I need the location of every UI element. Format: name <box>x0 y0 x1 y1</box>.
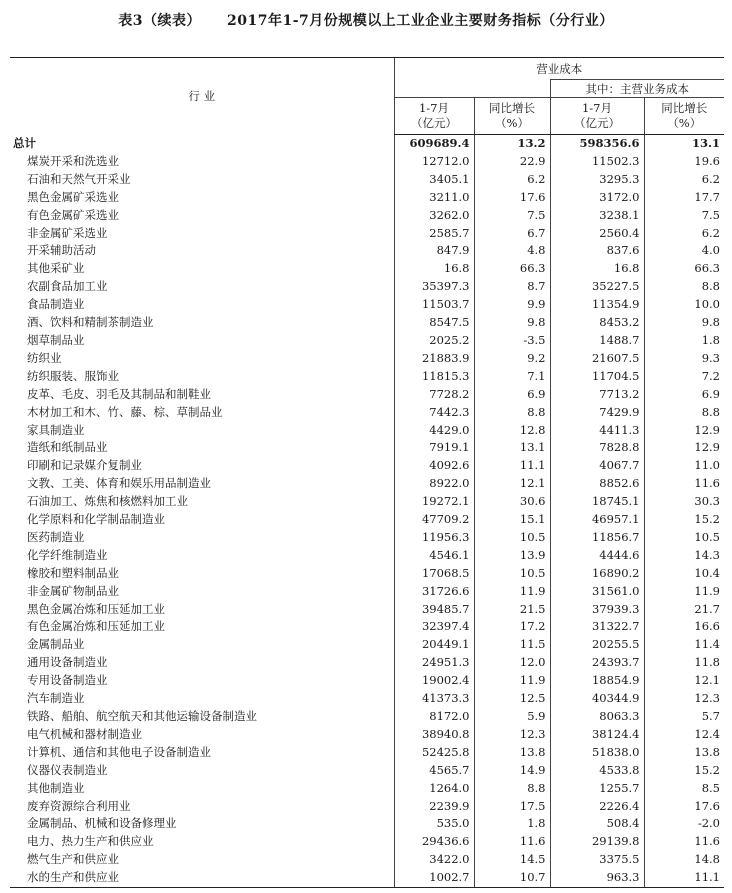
main-cost-growth: 11.6 <box>644 475 724 493</box>
main-cost-value: 16.8 <box>550 260 644 278</box>
industry-name: 石油加工、炼焦和核燃料加工业 <box>27 494 188 509</box>
operating-cost-growth: 15.1 <box>474 511 550 529</box>
operating-cost-value: 29436.6 <box>394 833 474 851</box>
table-row <box>10 171 724 189</box>
operating-cost-value: 32397.4 <box>394 618 474 636</box>
header-main-yoy <box>644 98 724 135</box>
main-cost-growth: 8.5 <box>644 780 724 798</box>
operating-cost-growth: 66.3 <box>474 260 550 278</box>
operating-cost-growth: 13.1 <box>474 439 550 457</box>
header-spacer <box>394 80 550 98</box>
header-operating-cost: 营业成本 <box>394 58 724 80</box>
main-cost-growth: 30.3 <box>644 493 724 511</box>
operating-cost-value: 16.8 <box>394 260 474 278</box>
operating-cost-value: 52425.8 <box>394 744 474 762</box>
industry-name: 专用设备制造业 <box>27 673 108 688</box>
table-row <box>10 475 724 493</box>
main-cost-growth: 13.8 <box>644 744 724 762</box>
table-row <box>10 422 724 440</box>
industry-name: 家具制造业 <box>27 422 85 437</box>
industry-name: 印刷和记录媒介复制业 <box>27 458 142 473</box>
main-cost-growth: 14.8 <box>644 851 724 869</box>
main-cost-growth: 6.2 <box>644 225 724 243</box>
main-cost-value: 21607.5 <box>550 350 644 368</box>
main-cost-growth: 11.0 <box>644 457 724 475</box>
table-row <box>10 708 724 726</box>
industry-name: 燃气生产和供应业 <box>27 852 119 867</box>
operating-cost-value: 3405.1 <box>394 171 474 189</box>
main-cost-growth: 66.3 <box>644 260 724 278</box>
main-cost-growth: 6.9 <box>644 386 724 404</box>
industry-name: 酒、饮料和精制茶制造业 <box>27 315 154 330</box>
main-cost-value: 11502.3 <box>550 153 644 171</box>
industry-name: 煤炭开采和洗选业 <box>27 153 119 168</box>
main-cost-growth: 12.4 <box>644 726 724 744</box>
industry-name: 橡胶和塑料制品业 <box>27 565 119 580</box>
main-cost-growth: 9.3 <box>644 350 724 368</box>
operating-cost-value: 4546.1 <box>394 547 474 565</box>
main-cost-value: 4533.8 <box>550 762 644 780</box>
table-row <box>10 386 724 404</box>
operating-cost-growth: 13.8 <box>474 744 550 762</box>
main-cost-value: 20255.5 <box>550 636 644 654</box>
operating-cost-value: 2025.2 <box>394 332 474 350</box>
main-cost-value: 837.6 <box>550 242 644 260</box>
operating-cost-value: 39485.7 <box>394 601 474 619</box>
operating-cost-value: 535.0 <box>394 815 474 833</box>
main-cost-growth: 8.8 <box>644 278 724 296</box>
table-row <box>10 618 724 636</box>
industry-name: 废弃资源综合利用业 <box>27 798 131 813</box>
main-cost-value: 598356.6 <box>550 135 644 153</box>
operating-cost-growth: 9.8 <box>474 314 550 332</box>
operating-cost-growth: 17.5 <box>474 798 550 816</box>
operating-cost-growth: 21.5 <box>474 601 550 619</box>
main-cost-value: 16890.2 <box>550 565 644 583</box>
industry-name: 木材加工和木、竹、藤、棕、草制品业 <box>27 404 223 419</box>
table-row <box>10 869 724 887</box>
main-cost-value: 8852.6 <box>550 475 644 493</box>
table-row <box>10 189 724 207</box>
main-cost-growth: 5.7 <box>644 708 724 726</box>
operating-cost-growth: 14.5 <box>474 851 550 869</box>
main-cost-growth: 17.6 <box>644 798 724 816</box>
operating-cost-value: 2239.9 <box>394 798 474 816</box>
header-cost-yoy <box>474 98 550 135</box>
table-row <box>10 278 724 296</box>
operating-cost-growth: 22.9 <box>474 153 550 171</box>
table-row <box>10 153 724 171</box>
operating-cost-value: 11503.7 <box>394 296 474 314</box>
industry-name: 电气机械和器材制造业 <box>27 726 142 741</box>
operating-cost-value: 4565.7 <box>394 762 474 780</box>
table-row <box>10 493 724 511</box>
industry-name: 化学原料和化学制品制造业 <box>27 512 165 527</box>
table-row <box>10 780 724 798</box>
main-cost-value: 31561.0 <box>550 583 644 601</box>
operating-cost-growth: 6.7 <box>474 225 550 243</box>
financial-indicators-table <box>10 57 724 888</box>
main-cost-value: 24393.7 <box>550 654 644 672</box>
main-cost-value: 11856.7 <box>550 529 644 547</box>
industry-name: 皮革、毛皮、羽毛及其制品和制鞋业 <box>27 386 211 401</box>
operating-cost-value: 11956.3 <box>394 529 474 547</box>
operating-cost-value: 24951.3 <box>394 654 474 672</box>
header-cost-period <box>394 98 474 135</box>
operating-cost-growth: -3.5 <box>474 332 550 350</box>
operating-cost-value: 11815.3 <box>394 368 474 386</box>
main-cost-growth: 16.6 <box>644 618 724 636</box>
main-cost-growth: 15.2 <box>644 511 724 529</box>
total-row <box>10 135 724 153</box>
industry-name: 总计 <box>13 135 36 150</box>
header-cost-yoy-unit: （%） <box>495 116 529 130</box>
main-cost-growth: 4.0 <box>644 242 724 260</box>
operating-cost-value: 609689.4 <box>394 135 474 153</box>
main-cost-value: 3172.0 <box>550 189 644 207</box>
main-cost-value: 38124.4 <box>550 726 644 744</box>
operating-cost-growth: 7.5 <box>474 207 550 225</box>
main-cost-growth: 9.8 <box>644 314 724 332</box>
table-row <box>10 833 724 851</box>
industry-name: 金属制品、机械和设备修理业 <box>27 816 177 831</box>
main-cost-growth: 11.4 <box>644 636 724 654</box>
table-row <box>10 798 724 816</box>
main-cost-value: 963.3 <box>550 869 644 887</box>
operating-cost-growth: 12.1 <box>474 475 550 493</box>
industry-name: 医药制造业 <box>27 529 85 544</box>
industry-name: 烟草制品业 <box>27 332 85 347</box>
main-cost-growth: 11.1 <box>644 869 724 887</box>
operating-cost-growth: 17.2 <box>474 618 550 636</box>
industry-name: 通用设备制造业 <box>27 655 108 670</box>
operating-cost-value: 1264.0 <box>394 780 474 798</box>
industry-name: 有色金属冶炼和压延加工业 <box>27 619 165 634</box>
main-cost-growth: 12.9 <box>644 422 724 440</box>
operating-cost-value: 7442.3 <box>394 404 474 422</box>
operating-cost-growth: 11.9 <box>474 583 550 601</box>
industry-name: 黑色金属冶炼和压延加工业 <box>27 601 165 616</box>
operating-cost-growth: 11.6 <box>474 833 550 851</box>
main-cost-value: 4411.3 <box>550 422 644 440</box>
main-cost-value: 11354.9 <box>550 296 644 314</box>
operating-cost-value: 35397.3 <box>394 278 474 296</box>
industry-name: 电力、热力生产和供应业 <box>27 834 154 849</box>
operating-cost-growth: 8.7 <box>474 278 550 296</box>
table-row <box>10 296 724 314</box>
operating-cost-growth: 17.6 <box>474 189 550 207</box>
industry-name: 化学纤维制造业 <box>27 547 108 562</box>
operating-cost-growth: 12.3 <box>474 726 550 744</box>
header-main-unit: （亿元） <box>574 116 620 130</box>
operating-cost-growth: 9.2 <box>474 350 550 368</box>
operating-cost-growth: 13.2 <box>474 135 550 153</box>
main-cost-growth: 17.7 <box>644 189 724 207</box>
header-cost-period-label: 1-7月 <box>418 101 450 115</box>
main-cost-value: 51838.0 <box>550 744 644 762</box>
header-cost-yoy-label: 同比增长 <box>489 101 535 115</box>
main-cost-value: 508.4 <box>550 815 644 833</box>
main-cost-value: 31322.7 <box>550 618 644 636</box>
industry-name: 水的生产和供应业 <box>10 869 394 887</box>
table-row <box>10 332 724 350</box>
industry-name: 其他采矿业 <box>27 261 85 276</box>
main-cost-value: 11704.5 <box>550 368 644 386</box>
industry-name: 文教、工美、体育和娱乐用品制造业 <box>27 476 211 491</box>
operating-cost-value: 8922.0 <box>394 475 474 493</box>
industry-name: 农副食品加工业 <box>27 279 108 294</box>
table-row <box>10 314 724 332</box>
main-cost-value: 8453.2 <box>550 314 644 332</box>
industry-name: 其他制造业 <box>27 780 85 795</box>
operating-cost-value: 19272.1 <box>394 493 474 511</box>
table-row <box>10 815 724 833</box>
table-row <box>10 565 724 583</box>
operating-cost-value: 17068.5 <box>394 565 474 583</box>
header-main-business-cost: 其中：主营业务成本 <box>550 80 724 98</box>
main-cost-growth: 11.8 <box>644 654 724 672</box>
main-cost-growth: 14.3 <box>644 547 724 565</box>
table-row <box>10 547 724 565</box>
operating-cost-value: 8172.0 <box>394 708 474 726</box>
operating-cost-growth: 6.9 <box>474 386 550 404</box>
operating-cost-growth: 10.5 <box>474 565 550 583</box>
table-title-part1: 表3（续表） <box>118 13 201 29</box>
operating-cost-value: 19002.4 <box>394 672 474 690</box>
table-row <box>10 242 724 260</box>
main-cost-value: 40344.9 <box>550 690 644 708</box>
operating-cost-growth: 8.8 <box>474 404 550 422</box>
operating-cost-growth: 10.7 <box>474 869 550 887</box>
header-main-yoy-unit: （%） <box>667 116 702 130</box>
operating-cost-growth: 12.5 <box>474 690 550 708</box>
industry-name: 非金属矿采选业 <box>27 225 108 240</box>
main-cost-value: 3238.1 <box>550 207 644 225</box>
main-cost-value: 29139.8 <box>550 833 644 851</box>
main-cost-value: 46957.1 <box>550 511 644 529</box>
main-cost-value: 35227.5 <box>550 278 644 296</box>
main-cost-value: 3375.5 <box>550 851 644 869</box>
table-row <box>10 762 724 780</box>
main-cost-growth: 1.8 <box>644 332 724 350</box>
main-cost-growth: 12.9 <box>644 439 724 457</box>
operating-cost-value: 1002.7 <box>394 869 474 887</box>
main-cost-growth: 8.8 <box>644 404 724 422</box>
main-cost-growth: 12.3 <box>644 690 724 708</box>
industry-name: 金属制品业 <box>27 637 85 652</box>
main-cost-value: 1488.7 <box>550 332 644 350</box>
operating-cost-value: 38940.8 <box>394 726 474 744</box>
table-row <box>10 726 724 744</box>
main-cost-value: 18745.1 <box>550 493 644 511</box>
industry-name: 食品制造业 <box>27 297 85 312</box>
main-cost-value: 37939.3 <box>550 601 644 619</box>
operating-cost-growth: 12.0 <box>474 654 550 672</box>
header-industry: 行 业 <box>10 58 394 135</box>
operating-cost-growth: 11.9 <box>474 672 550 690</box>
operating-cost-growth: 8.8 <box>474 780 550 798</box>
operating-cost-growth: 7.1 <box>474 368 550 386</box>
table-row <box>10 601 724 619</box>
operating-cost-value: 31726.6 <box>394 583 474 601</box>
table-row <box>10 654 724 672</box>
main-cost-growth: -2.0 <box>644 815 724 833</box>
table-row <box>10 744 724 762</box>
operating-cost-growth: 11.1 <box>474 457 550 475</box>
header-cost-unit: （亿元） <box>411 116 457 130</box>
operating-cost-growth: 14.9 <box>474 762 550 780</box>
table-row <box>10 457 724 475</box>
main-cost-value: 4444.6 <box>550 547 644 565</box>
industry-name: 开采辅助活动 <box>27 243 96 258</box>
industry-name: 汽车制造业 <box>27 691 85 706</box>
table-row <box>10 851 724 869</box>
operating-cost-growth: 13.9 <box>474 547 550 565</box>
table-row <box>10 583 724 601</box>
table-row <box>10 207 724 225</box>
main-cost-growth: 11.9 <box>644 583 724 601</box>
operating-cost-growth: 1.8 <box>474 815 550 833</box>
main-cost-value: 7713.2 <box>550 386 644 404</box>
operating-cost-value: 20449.1 <box>394 636 474 654</box>
industry-name: 造纸和纸制品业 <box>27 440 108 455</box>
main-cost-value: 2560.4 <box>550 225 644 243</box>
table-row <box>10 404 724 422</box>
main-cost-value: 18854.9 <box>550 672 644 690</box>
main-cost-growth: 7.2 <box>644 368 724 386</box>
table-row <box>10 350 724 368</box>
operating-cost-growth: 9.9 <box>474 296 550 314</box>
operating-cost-value: 3262.0 <box>394 207 474 225</box>
main-cost-growth: 13.1 <box>644 135 724 153</box>
table-row <box>10 368 724 386</box>
main-cost-growth: 10.5 <box>644 529 724 547</box>
table-row <box>10 439 724 457</box>
industry-name: 纺织服装、服饰业 <box>27 368 119 383</box>
main-cost-value: 8063.3 <box>550 708 644 726</box>
main-cost-value: 1255.7 <box>550 780 644 798</box>
main-cost-growth: 11.6 <box>644 833 724 851</box>
main-cost-growth: 10.4 <box>644 565 724 583</box>
main-cost-growth: 15.2 <box>644 762 724 780</box>
industry-name: 有色金属矿采选业 <box>27 207 119 222</box>
main-cost-value: 7828.8 <box>550 439 644 457</box>
table-row <box>10 672 724 690</box>
operating-cost-growth: 4.8 <box>474 242 550 260</box>
operating-cost-value: 4092.6 <box>394 457 474 475</box>
header-main-yoy-label: 同比增长 <box>661 101 708 115</box>
industry-name: 非金属矿物制品业 <box>27 583 119 598</box>
table-body <box>10 135 724 888</box>
operating-cost-value: 41373.3 <box>394 690 474 708</box>
table-title-part2: 2017年1-7月份规模以上工业企业主要财务指标（分行业） <box>226 13 614 29</box>
operating-cost-growth: 12.8 <box>474 422 550 440</box>
operating-cost-growth: 6.2 <box>474 171 550 189</box>
table-row <box>10 511 724 529</box>
operating-cost-growth: 10.5 <box>474 529 550 547</box>
operating-cost-value: 47709.2 <box>394 511 474 529</box>
operating-cost-growth: 5.9 <box>474 708 550 726</box>
table-row <box>10 690 724 708</box>
industry-name: 仪器仪表制造业 <box>27 762 108 777</box>
operating-cost-value: 847.9 <box>394 242 474 260</box>
operating-cost-value: 3422.0 <box>394 851 474 869</box>
operating-cost-value: 7728.2 <box>394 386 474 404</box>
industry-name: 纺织业 <box>27 350 62 365</box>
operating-cost-value: 3211.0 <box>394 189 474 207</box>
table-row <box>10 225 724 243</box>
operating-cost-growth: 30.6 <box>474 493 550 511</box>
main-cost-growth: 10.0 <box>644 296 724 314</box>
header-main-period-label: 1-7月 <box>581 101 613 115</box>
operating-cost-value: 7919.1 <box>394 439 474 457</box>
main-cost-growth: 21.7 <box>644 601 724 619</box>
table-row <box>10 636 724 654</box>
main-cost-growth: 6.2 <box>644 171 724 189</box>
main-cost-value: 2226.4 <box>550 798 644 816</box>
main-cost-value: 7429.9 <box>550 404 644 422</box>
table-title <box>0 10 732 30</box>
table-row <box>10 529 724 547</box>
operating-cost-growth: 11.5 <box>474 636 550 654</box>
operating-cost-value: 12712.0 <box>394 153 474 171</box>
operating-cost-value: 2585.7 <box>394 225 474 243</box>
main-cost-value: 4067.7 <box>550 457 644 475</box>
main-cost-growth: 7.5 <box>644 207 724 225</box>
table-row <box>10 260 724 278</box>
operating-cost-value: 8547.5 <box>394 314 474 332</box>
industry-name: 石油和天然气开采业 <box>27 171 131 186</box>
industry-name: 计算机、通信和其他电子设备制造业 <box>27 744 211 759</box>
main-cost-growth: 12.1 <box>644 672 724 690</box>
industry-name: 铁路、船舶、航空航天和其他运输设备制造业 <box>27 709 257 723</box>
industry-name: 黑色金属矿采选业 <box>27 189 119 204</box>
main-cost-value: 3295.3 <box>550 171 644 189</box>
main-cost-growth: 19.6 <box>644 153 724 171</box>
operating-cost-value: 21883.9 <box>394 350 474 368</box>
operating-cost-value: 4429.0 <box>394 422 474 440</box>
header-main-period <box>550 98 644 135</box>
